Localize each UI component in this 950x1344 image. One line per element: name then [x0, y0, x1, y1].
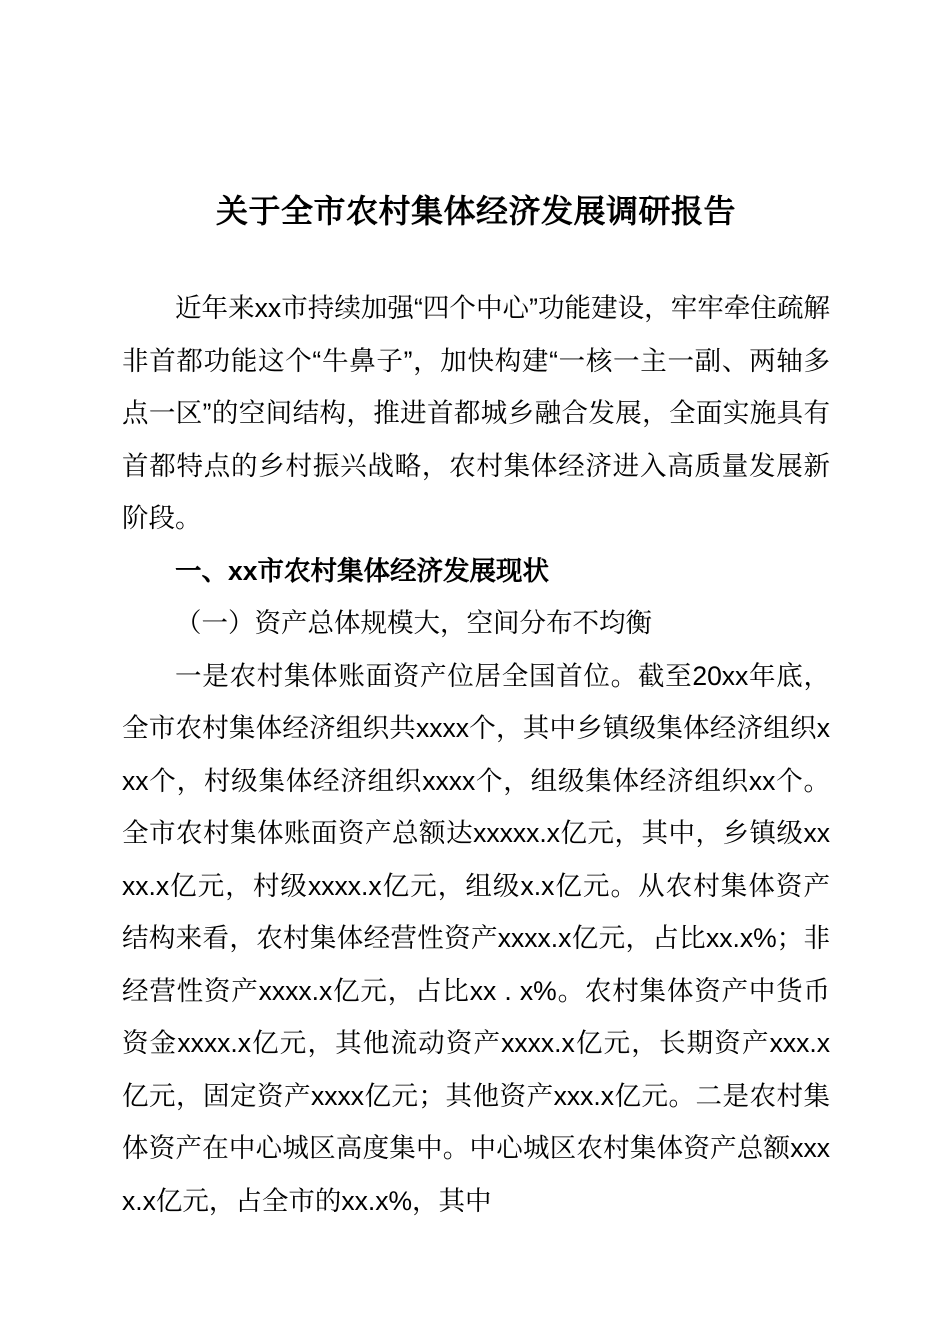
document-content-column: [122, 0, 830, 1227]
section-heading-level-2: （一）资产总体规模大，空间分布不均衡: [175, 608, 652, 638]
page-title: 关于全市农村集体经济发展调研报告: [215, 193, 736, 229]
body-paragraph: 一是农村集体账面资产位居全国首位。截至20xx年底，全市农村集体经济组织共xxxx个，其中乡镇级集体经济组织xxx个，村级集体经济组织xxxx个，组级集体经济组织xx个。全市农村集体账面资产总额达xxxxx.x亿元，其中，乡镇级xxxx.x亿元，村级xxxx.x亿元，组级x.x亿元。从农村集体资产结构来看，农村集体经营性资产xxxx.x亿元，占比xx.x%；非经营性资产xxxx.x亿元，占比xx . x%。农村集体资产中货币资金xxxx.x亿元，其他流动资产xxxx.x亿元，长期资产xxx.x亿元，固定资产xxxx亿元；其他资产xxx.x亿元。二是农村集体资产在中心城区高度集中。中心城区农村集体资产总额xxxx.x亿元，占全市的xx.x%，其中: [122, 660, 830, 1216]
intro-paragraph: 近年来xx市持续加强“四个中心”功能建设，牢牢牵住疏解非首都功能这个“牛鼻子”，加快构建“一核一主一副、两轴多点一区”的空间结构，推进首都城乡融合发展，全面实施具有首都特点的乡村振兴战略，农村集体经济进入高质量发展新阶段。: [122, 293, 830, 533]
section-heading-level-1: 一、xx市农村集体经济发展现状: [175, 555, 549, 586]
